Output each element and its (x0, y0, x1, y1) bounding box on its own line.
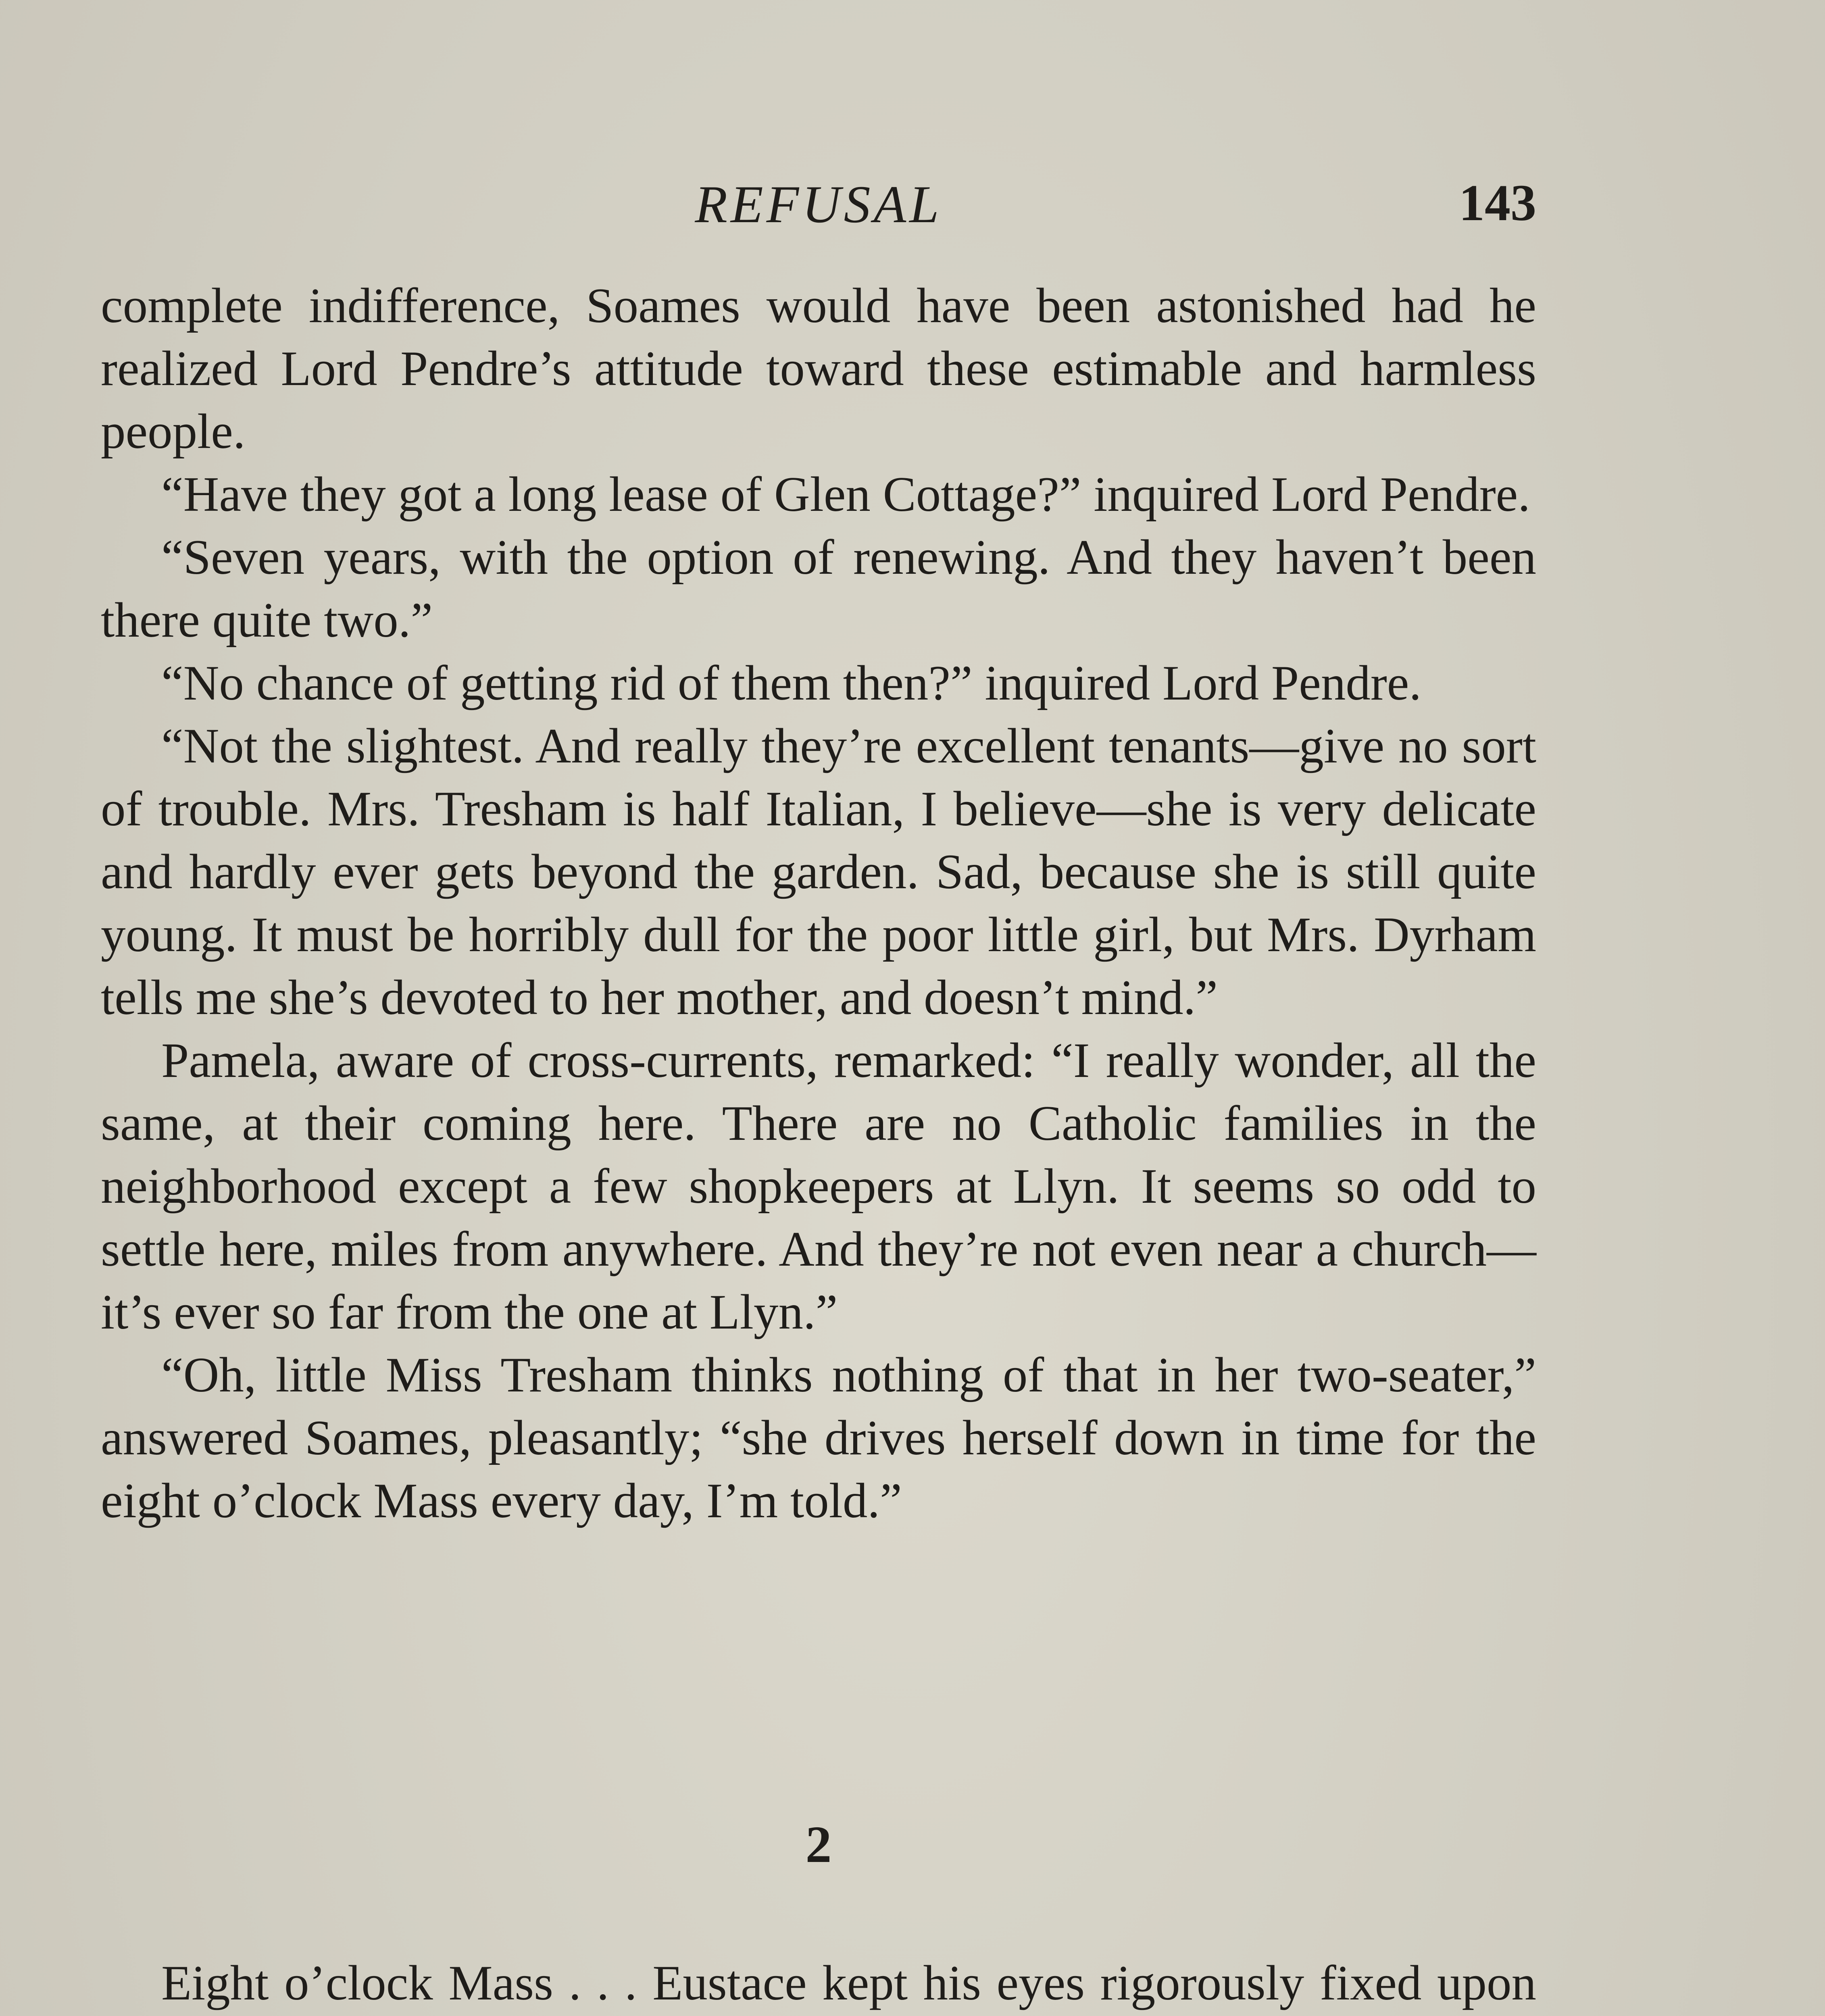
paragraph: “Have they got a long lease of Glen Cottage?” inquired Lord Pendre. (161, 467, 1530, 522)
paragraph: “Oh, little Miss Tresham thinks nothing of that in her two-seater,” answered Soames, pleasantly; “she drives herself down in time for the eight o’clock Mass every day, I’m told.” (101, 1347, 1536, 1528)
section-two-text (101, 1951, 1536, 2016)
paragraph: “No chance of getting rid of them then?” inquired Lord Pendre. (161, 655, 1422, 710)
section-one-text (101, 274, 1536, 1532)
running-header (101, 173, 1536, 254)
paragraph: “Not the slightest. And really they’re excellent tenants—give no sort of trouble. Mrs. Tresham is half Italian, I believe—she is very delicate and hardly ever gets beyond the garden. Sad, because she is still quite young. It must be horribly dull for the poor little girl, but Mrs. Dyrham tells me she’s devoted to her mother, and doesn’t mind.” (101, 718, 1536, 1025)
paragraph: Eight o’clock Mass . . . Eustace kept his eyes rigorously fixed upon (161, 1955, 1536, 2010)
paragraph: “Seven years, with the option of renewing. And they haven’t been there quite two.” (101, 529, 1536, 648)
paragraph: complete indifference, Soames would have been astonished had he realized Lord Pendre’s attitude toward these estimable and harmless people. (101, 278, 1536, 459)
paragraph: Pamela, aware of cross-currents, remarked: “I really wonder, all the same, at their coming here. There are no Catholic families in the neighborhood except a few shopkeepers at Llyn. It seems so odd to settle here, miles from anywhere. And they’re not even near a church—it’s ever so far from the one at Llyn.” (101, 1033, 1536, 1339)
page-number: 143 (1459, 174, 1536, 231)
section-number: 2 (805, 1816, 832, 1874)
chapter-title: REFUSAL (695, 175, 942, 234)
